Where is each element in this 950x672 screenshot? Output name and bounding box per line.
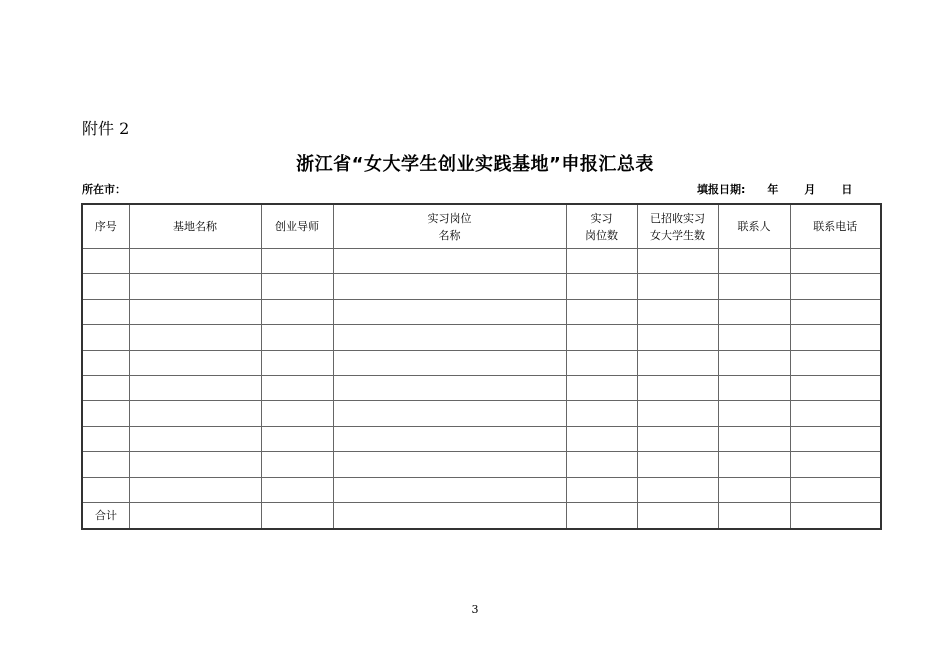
header-received-line1: 已招收实习	[650, 211, 705, 225]
table-cell[interactable]	[566, 299, 637, 324]
table-cell[interactable]	[129, 350, 261, 375]
table-row	[82, 299, 881, 324]
table-row	[82, 426, 881, 451]
table-header-row	[82, 204, 881, 249]
table-row	[82, 274, 881, 299]
table-cell[interactable]	[637, 477, 718, 502]
table-cell[interactable]	[718, 477, 790, 502]
table-cell[interactable]	[333, 401, 566, 426]
header-post-count	[566, 204, 637, 249]
table-cell[interactable]	[129, 401, 261, 426]
table-cell[interactable]	[129, 325, 261, 350]
table-cell[interactable]	[82, 401, 129, 426]
total-label: 合计	[82, 502, 129, 529]
summary-table	[81, 203, 882, 530]
table-cell[interactable]	[790, 325, 881, 350]
table-cell[interactable]	[718, 325, 790, 350]
table-cell[interactable]	[566, 350, 637, 375]
table-cell[interactable]	[566, 249, 637, 274]
table-row	[82, 452, 881, 477]
table-cell[interactable]	[566, 426, 637, 451]
table-cell[interactable]	[82, 325, 129, 350]
header-post-count-line2: 岗位数	[585, 228, 618, 242]
table-cell[interactable]	[566, 375, 637, 400]
table-cell[interactable]	[261, 401, 333, 426]
table-cell[interactable]	[718, 350, 790, 375]
table-cell[interactable]	[333, 350, 566, 375]
header-base-name: 基地名称	[129, 204, 261, 249]
table-cell[interactable]	[129, 477, 261, 502]
table-cell[interactable]	[333, 325, 566, 350]
table-cell[interactable]	[790, 401, 881, 426]
table-row	[82, 477, 881, 502]
table-cell[interactable]	[261, 299, 333, 324]
table-cell[interactable]	[566, 401, 637, 426]
total-cell[interactable]	[261, 502, 333, 529]
table-cell[interactable]	[82, 426, 129, 451]
fill-date-year: 年	[767, 183, 779, 196]
table-cell[interactable]	[718, 274, 790, 299]
total-cell[interactable]	[637, 502, 718, 529]
header-phone: 联系电话	[790, 204, 881, 249]
header-seq: 序号	[82, 204, 129, 249]
fill-date-month: 月	[804, 183, 816, 196]
header-received-line2: 女大学生数	[650, 228, 705, 242]
total-cell[interactable]	[566, 502, 637, 529]
table-cell[interactable]	[637, 249, 718, 274]
table-cell[interactable]	[82, 299, 129, 324]
table-cell[interactable]	[637, 350, 718, 375]
page-number: 3	[471, 603, 479, 616]
fill-date-day: 日	[841, 183, 853, 196]
table-cell[interactable]	[718, 401, 790, 426]
table-cell[interactable]	[261, 325, 333, 350]
city-label: 所在市：	[82, 183, 126, 196]
table-cell[interactable]	[718, 249, 790, 274]
table-cell[interactable]	[261, 452, 333, 477]
header-post-name	[333, 204, 566, 249]
table-cell[interactable]	[637, 299, 718, 324]
header-received	[637, 204, 718, 249]
table-row	[82, 325, 881, 350]
table-cell[interactable]	[333, 274, 566, 299]
table-cell[interactable]	[129, 452, 261, 477]
table-cell[interactable]	[82, 477, 129, 502]
table-row	[82, 249, 881, 274]
table-cell[interactable]	[333, 375, 566, 400]
table-cell[interactable]	[333, 452, 566, 477]
table-cell[interactable]	[718, 299, 790, 324]
table-cell[interactable]	[637, 325, 718, 350]
table-cell[interactable]	[261, 477, 333, 502]
header-post-name-line2: 名称	[438, 228, 461, 242]
table-cell[interactable]	[333, 426, 566, 451]
table-cell[interactable]	[261, 249, 333, 274]
table-cell[interactable]	[566, 477, 637, 502]
total-cell[interactable]	[790, 502, 881, 529]
table-cell[interactable]	[261, 426, 333, 451]
table-cell[interactable]	[790, 249, 881, 274]
total-cell[interactable]	[129, 502, 261, 529]
table-cell[interactable]	[790, 452, 881, 477]
table-cell[interactable]	[129, 375, 261, 400]
table-cell[interactable]	[637, 401, 718, 426]
header-mentor: 创业导师	[261, 204, 333, 249]
fill-date	[697, 181, 852, 197]
table-cell[interactable]	[82, 375, 129, 400]
attachment-label: 附件 2	[82, 119, 130, 138]
table-cell[interactable]	[82, 274, 129, 299]
table-cell[interactable]	[718, 426, 790, 451]
table-cell[interactable]	[261, 375, 333, 400]
table-body	[82, 249, 881, 529]
table-cell[interactable]	[129, 299, 261, 324]
table-cell[interactable]	[637, 452, 718, 477]
table-cell[interactable]	[637, 274, 718, 299]
table-cell[interactable]	[129, 274, 261, 299]
document-title: 浙江省“女大学生创业实践基地”申报汇总表	[296, 154, 654, 175]
header-post-count-line1: 实习	[590, 211, 613, 225]
table-cell[interactable]	[261, 274, 333, 299]
table-cell[interactable]	[637, 426, 718, 451]
total-cell[interactable]	[718, 502, 790, 529]
table-cell[interactable]	[790, 477, 881, 502]
table-cell[interactable]	[566, 452, 637, 477]
table-cell[interactable]	[566, 325, 637, 350]
table-cell[interactable]	[790, 299, 881, 324]
table-cell[interactable]	[82, 452, 129, 477]
header-contact: 联系人	[718, 204, 790, 249]
total-row	[82, 502, 881, 529]
table-row	[82, 350, 881, 375]
table-cell[interactable]	[333, 249, 566, 274]
table-row	[82, 375, 881, 400]
total-cell[interactable]	[333, 502, 566, 529]
table-cell[interactable]	[790, 350, 881, 375]
table-cell[interactable]	[790, 426, 881, 451]
table-cell[interactable]	[333, 477, 566, 502]
table-cell[interactable]	[637, 375, 718, 400]
table-cell[interactable]	[566, 274, 637, 299]
table-cell[interactable]	[718, 375, 790, 400]
fill-date-label: 填报日期:	[697, 183, 746, 196]
table-cell[interactable]	[261, 350, 333, 375]
table-cell[interactable]	[790, 375, 881, 400]
table-cell[interactable]	[718, 452, 790, 477]
table-cell[interactable]	[129, 426, 261, 451]
table-cell[interactable]	[790, 274, 881, 299]
table-cell[interactable]	[82, 350, 129, 375]
table-cell[interactable]	[82, 249, 129, 274]
table-row	[82, 401, 881, 426]
table-cell[interactable]	[129, 249, 261, 274]
table-cell[interactable]	[333, 299, 566, 324]
header-post-name-line1: 实习岗位	[427, 211, 472, 225]
